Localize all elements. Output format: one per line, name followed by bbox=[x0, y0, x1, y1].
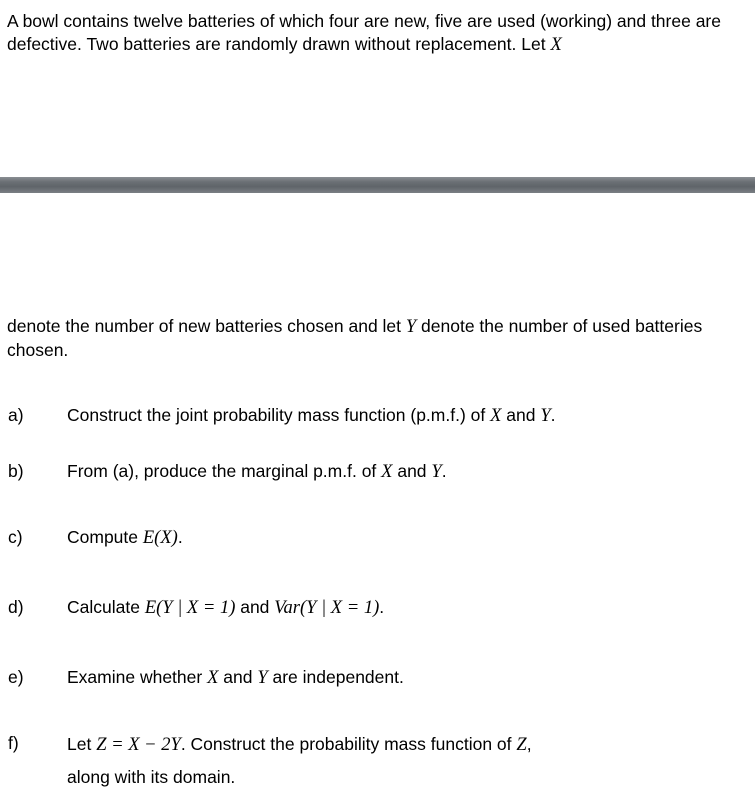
question-c-text-after: . bbox=[177, 527, 183, 547]
question-f-text-after: , along with its domain. bbox=[67, 734, 532, 787]
question-e-math-1: X bbox=[207, 668, 219, 688]
question-b-text bbox=[67, 460, 747, 484]
question-b-text-mid: and bbox=[392, 461, 432, 481]
math-var-x: X bbox=[550, 35, 562, 55]
question-d-math-2: Var(Y | X = 1) bbox=[274, 598, 380, 618]
question-b-text-after: . bbox=[441, 461, 447, 481]
continuation-paragraph bbox=[7, 315, 752, 362]
continuation-text-1: denote the number of new batteries chosen and let bbox=[7, 316, 406, 336]
intro-paragraph bbox=[7, 10, 752, 57]
question-e-label: e) bbox=[8, 667, 24, 687]
question-d-text bbox=[67, 596, 747, 620]
continuation-text-2: denote the number of used batteries chosen. bbox=[7, 316, 703, 360]
question-a-text bbox=[67, 404, 747, 428]
question-e-text bbox=[67, 666, 747, 690]
question-c-text bbox=[67, 526, 747, 550]
question-d-text-after: . bbox=[379, 597, 385, 617]
question-c-text-before: Compute bbox=[67, 527, 143, 547]
question-c-label: c) bbox=[8, 527, 23, 547]
question-d-math-1: E(Y | X = 1) bbox=[144, 598, 236, 618]
question-a-math-1: X bbox=[490, 406, 502, 426]
question-b-label: b) bbox=[8, 461, 24, 481]
question-f-label: f) bbox=[8, 733, 19, 753]
question-a-text-after: . bbox=[550, 405, 556, 425]
question-f-math-1: Z = X − 2Y bbox=[96, 735, 181, 755]
question-e-text-before: Examine whether bbox=[67, 667, 208, 687]
question-b-math-2: Y bbox=[431, 462, 442, 482]
question-f-math-2: Z bbox=[516, 735, 527, 755]
question-d-text-before: Calculate bbox=[67, 597, 145, 617]
question-a-text-before: Construct the joint probability mass function (p.m.f.) of bbox=[67, 405, 491, 425]
question-f-text bbox=[67, 728, 567, 793]
question-b-text-before: From (a), produce the marginal p.m.f. of bbox=[67, 461, 382, 481]
page-divider-bar bbox=[0, 177, 755, 193]
question-e-math-2: Y bbox=[257, 668, 268, 688]
question-e-text-after: are independent. bbox=[267, 667, 404, 687]
question-f-text-before: Let bbox=[67, 734, 97, 754]
question-d-text-mid: and bbox=[235, 597, 275, 617]
question-d-label: d) bbox=[8, 597, 24, 617]
question-a-math-2: Y bbox=[540, 406, 551, 426]
question-a-text-mid: and bbox=[501, 405, 541, 425]
math-var-y: Y bbox=[405, 317, 417, 337]
question-e-text-mid: and bbox=[218, 667, 258, 687]
intro-text: A bowl contains twelve batteries of which four are new, five are used (working) and three are defective. Two batteries are randomly drawn without replacement. Let bbox=[7, 11, 721, 54]
question-b-math-1: X bbox=[381, 462, 393, 482]
question-c-math-1: E(X) bbox=[142, 528, 178, 548]
question-a-label: a) bbox=[8, 405, 24, 425]
question-f-text-mid: . Construct the probability mass function of bbox=[180, 734, 517, 754]
